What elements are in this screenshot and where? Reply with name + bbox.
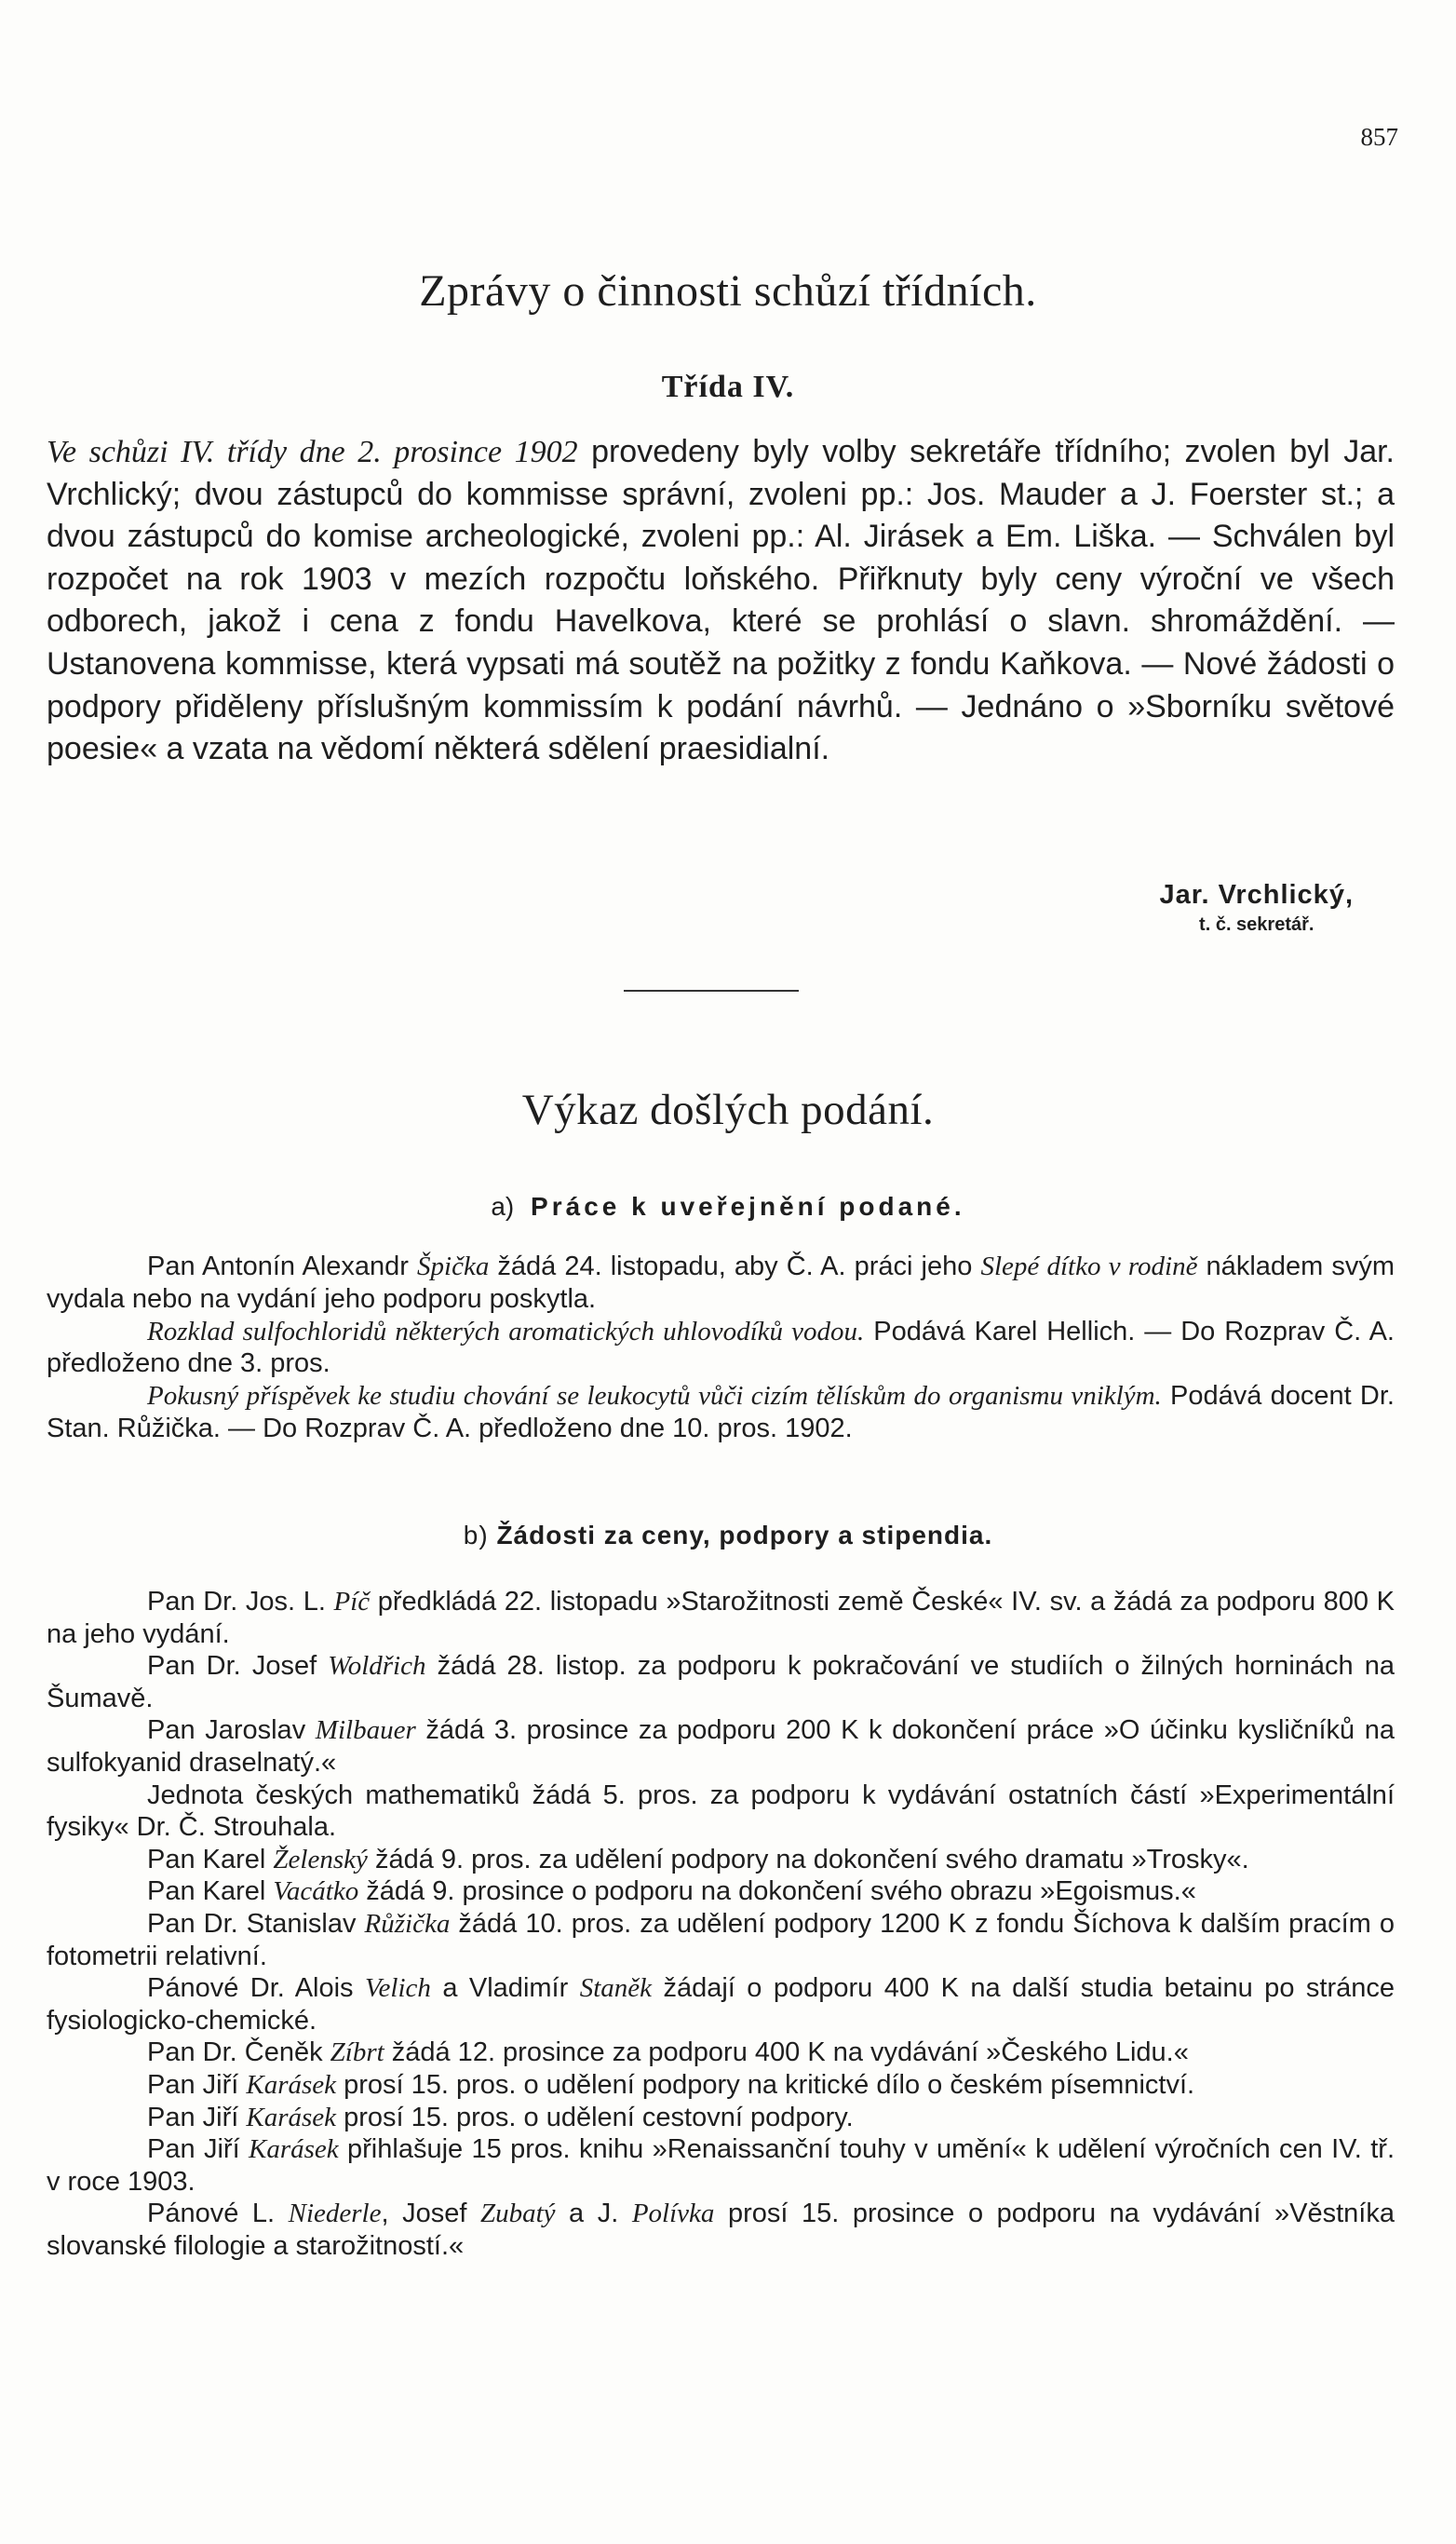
entry-text: Pan Jiří — [147, 2069, 247, 2100]
entry — [47, 2037, 1395, 2069]
entry-italic-text: Karásek — [246, 2102, 337, 2132]
entry-text: předkládá 22. listopadu »Starožitnosti země České« IV. sv. a žádá za podporu 800 K na jeho vydání. — [47, 1587, 1395, 1649]
entry-text: prosí 15. prosince o podporu na vydávání »Věstníka slovanské filologie a starožitností.« — [47, 2199, 1395, 2261]
entry-italic-text: Růžička — [364, 1908, 451, 1939]
entry-italic-text: Špička — [417, 1252, 490, 1281]
subsection-a-label: a) — [491, 1192, 515, 1221]
entry — [47, 1972, 1395, 2037]
entry-italic-text: Želenský — [273, 1844, 368, 1874]
entry-text: Pan Karel — [147, 1844, 274, 1874]
entry-text: Pánové L. — [147, 2199, 289, 2229]
entry — [47, 2102, 1395, 2134]
entry-italic-text: Staněk — [579, 1973, 653, 2004]
entry-text: žádá 9. prosince o podporu na dokončení svého obrazu »Egoismus.« — [358, 1876, 1196, 1907]
page-number: 857 — [1360, 123, 1398, 151]
entry-text: žádá 28. listop. za podporu k pokračování ve studiích o žilných horninách na Šumavě. — [47, 1651, 1395, 1713]
entry-text: žádá 3. prosince za podporu 200 K k dokončení práce »O účinku kysličníků na sulfokyanid draselnatý.« — [47, 1715, 1395, 1778]
entry-text: prosí 15. pros. o udělení podpory na kritické dílo o českém písemnictví. — [336, 2069, 1195, 2100]
entry-text: Podává docent Dr. Stan. Růžička. — Do Rozprav Č. A. předloženo dne 10. pros. 1902. — [47, 1381, 1395, 1443]
entry-italic-text: Píč — [333, 1587, 371, 1617]
entry-text: prosí 15. pros. o udělení cestovní podpory. — [336, 2102, 854, 2132]
entry-text: a J. — [555, 2199, 632, 2229]
entry-italic-text: Slepé dítko v rodině — [980, 1252, 1198, 1281]
entry-text: žádá 10. pros. za udělení podpory 1200 K z fondu Šíchova k dalším pracím o fotometrii relativní. — [47, 1908, 1395, 1971]
entry-text: Pan Dr. Josef — [147, 1651, 329, 1682]
entry-text: Pan Karel — [147, 1876, 274, 1907]
entry-italic-text: Velich — [365, 1973, 431, 2004]
entry-italic-text: Woldřich — [328, 1651, 426, 1682]
entry-text: , Josef — [381, 2199, 480, 2229]
entry-text: Pánové Dr. Alois — [147, 1973, 366, 2004]
subsection-a-text: Práce k uveřejnění podané. — [531, 1192, 965, 1221]
entry-italic-text: Karásek — [246, 2069, 337, 2100]
entry — [47, 1251, 1395, 1316]
signature-role: t. č. sekretář. — [1199, 914, 1314, 935]
section-title: Výkaz došlých podání. — [521, 1086, 935, 1134]
subsection-a-heading — [0, 1192, 1456, 1222]
entry — [47, 1316, 1395, 1381]
signature — [1160, 880, 1354, 936]
entry — [47, 1779, 1395, 1844]
entry — [47, 1380, 1395, 1445]
entry-text: žádají o podporu 400 K na další studia betainu po stránce fysiologicko-chemické. — [47, 1973, 1395, 2036]
entry-italic-text: Polívka — [631, 2199, 715, 2229]
report-text: provedeny byly volby sekretáře třídního; zvolen byl Jar. Vrchlický; dvou zástupců do kommisse správní, zvoleni pp.: Jos. Mauder a J. Foerster st.; a dvou zástupců do komise archeologické, zvoleni pp.: Al. Jirásek a Em. Liška. — Schválen byl rozpočet na rok 1903 v mezích rozpočtu loňského. Přiřknuty byly ceny výroční ve všech odborech, jakož i cena z fondu Havelkova, které se prohlásí o slavn. shromáždění. — Ustanovena kommisse, která vypsati má soutěž na požitky z fondu Kaňkova. — Nové žádosti o podpory přiděleny příslušným kommissím k podání návrhů. — Jednáno o »Sborníku světové poesie« a vzata na vědomí některá sdělení praesidialní. — [47, 434, 1395, 767]
entry-italic-text: Zíbrt — [330, 2037, 384, 2068]
entry — [47, 1875, 1395, 1908]
entry-italic-text: Milbauer — [315, 1715, 416, 1746]
entry-italic-text: Rozklad sulfochloridů některých aromatických uhlovodíků vodou. — [147, 1316, 865, 1346]
entry-text: Pan Jaroslav — [147, 1715, 316, 1746]
subsection-b-heading — [0, 1521, 1456, 1550]
page-title: Zprávy o činnosti schůzí třídních. — [419, 266, 1037, 316]
entry-italic-text: Zubatý — [479, 2199, 556, 2229]
entry-italic-text: Karásek — [248, 2134, 339, 2165]
subsection-b-label: b) — [463, 1521, 489, 1549]
entry-text: žádá 24. listopadu, aby Č. A. práci jeho — [489, 1252, 981, 1281]
subsection-b-text: Žádosti za ceny, podpory a stipendia. — [496, 1521, 993, 1549]
report-paragraph — [47, 431, 1395, 771]
entry-text: žádá 12. prosince za podporu 400 K na vydávání »Českého Lidu.« — [384, 2037, 1189, 2068]
entry-text: Pan Jiří — [147, 2134, 249, 2165]
signature-name: Jar. Vrchlický, — [1159, 880, 1354, 910]
entry-text: Pan Dr. Stanislav — [147, 1908, 365, 1939]
subsection-b-entries — [47, 1586, 1395, 2262]
entry-text: Jednota českých mathematiků žádá 5. pros. za podporu k vydávání ostatních částí »Experimentální fysiky« Dr. Č. Strouhala. — [47, 1779, 1395, 1843]
entry-text: přihlašuje 15 pros. knihu »Renaissanční touhy v umění« k udělení výročních cen IV. tř. v roce 1903. — [47, 2134, 1395, 2197]
entry-italic-text: Pokusný příspěvek ke studiu chování se leukocytů vůči cizím tělískům do organismu vniklým. — [147, 1381, 1162, 1412]
entry — [47, 2069, 1395, 2102]
report-lead: Ve schůzi IV. třídy dne 2. prosince 1902 — [47, 435, 578, 469]
entry — [47, 2133, 1395, 2198]
entry — [47, 1650, 1395, 1714]
subsection-a-entries — [47, 1251, 1395, 1445]
entry — [47, 2198, 1395, 2262]
section-divider — [624, 990, 799, 992]
class-heading: Třída IV. — [661, 370, 795, 404]
entry — [47, 1714, 1395, 1779]
entry-text: Pan Antonín Alexandr — [147, 1252, 418, 1281]
entry — [47, 1844, 1395, 1876]
entry — [47, 1908, 1395, 1972]
entry — [47, 1586, 1395, 1650]
entry-italic-text: Niederle — [288, 2199, 382, 2229]
entry-text: a Vladimír — [430, 1973, 580, 2004]
entry-italic-text: Vacátko — [273, 1876, 359, 1907]
entry-text: Pan Jiří — [147, 2102, 247, 2132]
entry-text: Podává Karel Hellich. — Do Rozprav Č. A. předloženo dne 3. pros. — [47, 1316, 1395, 1379]
entry-text: Pan Dr. Jos. L. — [147, 1587, 334, 1617]
entry-text: nákladem svým vydala nebo na vydání jeho podporu poskytla. — [47, 1252, 1395, 1314]
entry-text: Pan Dr. Čeněk — [147, 2037, 330, 2068]
entry-text: žádá 9. pros. za udělení podpory na dokončení svého dramatu »Trosky«. — [367, 1844, 1249, 1874]
